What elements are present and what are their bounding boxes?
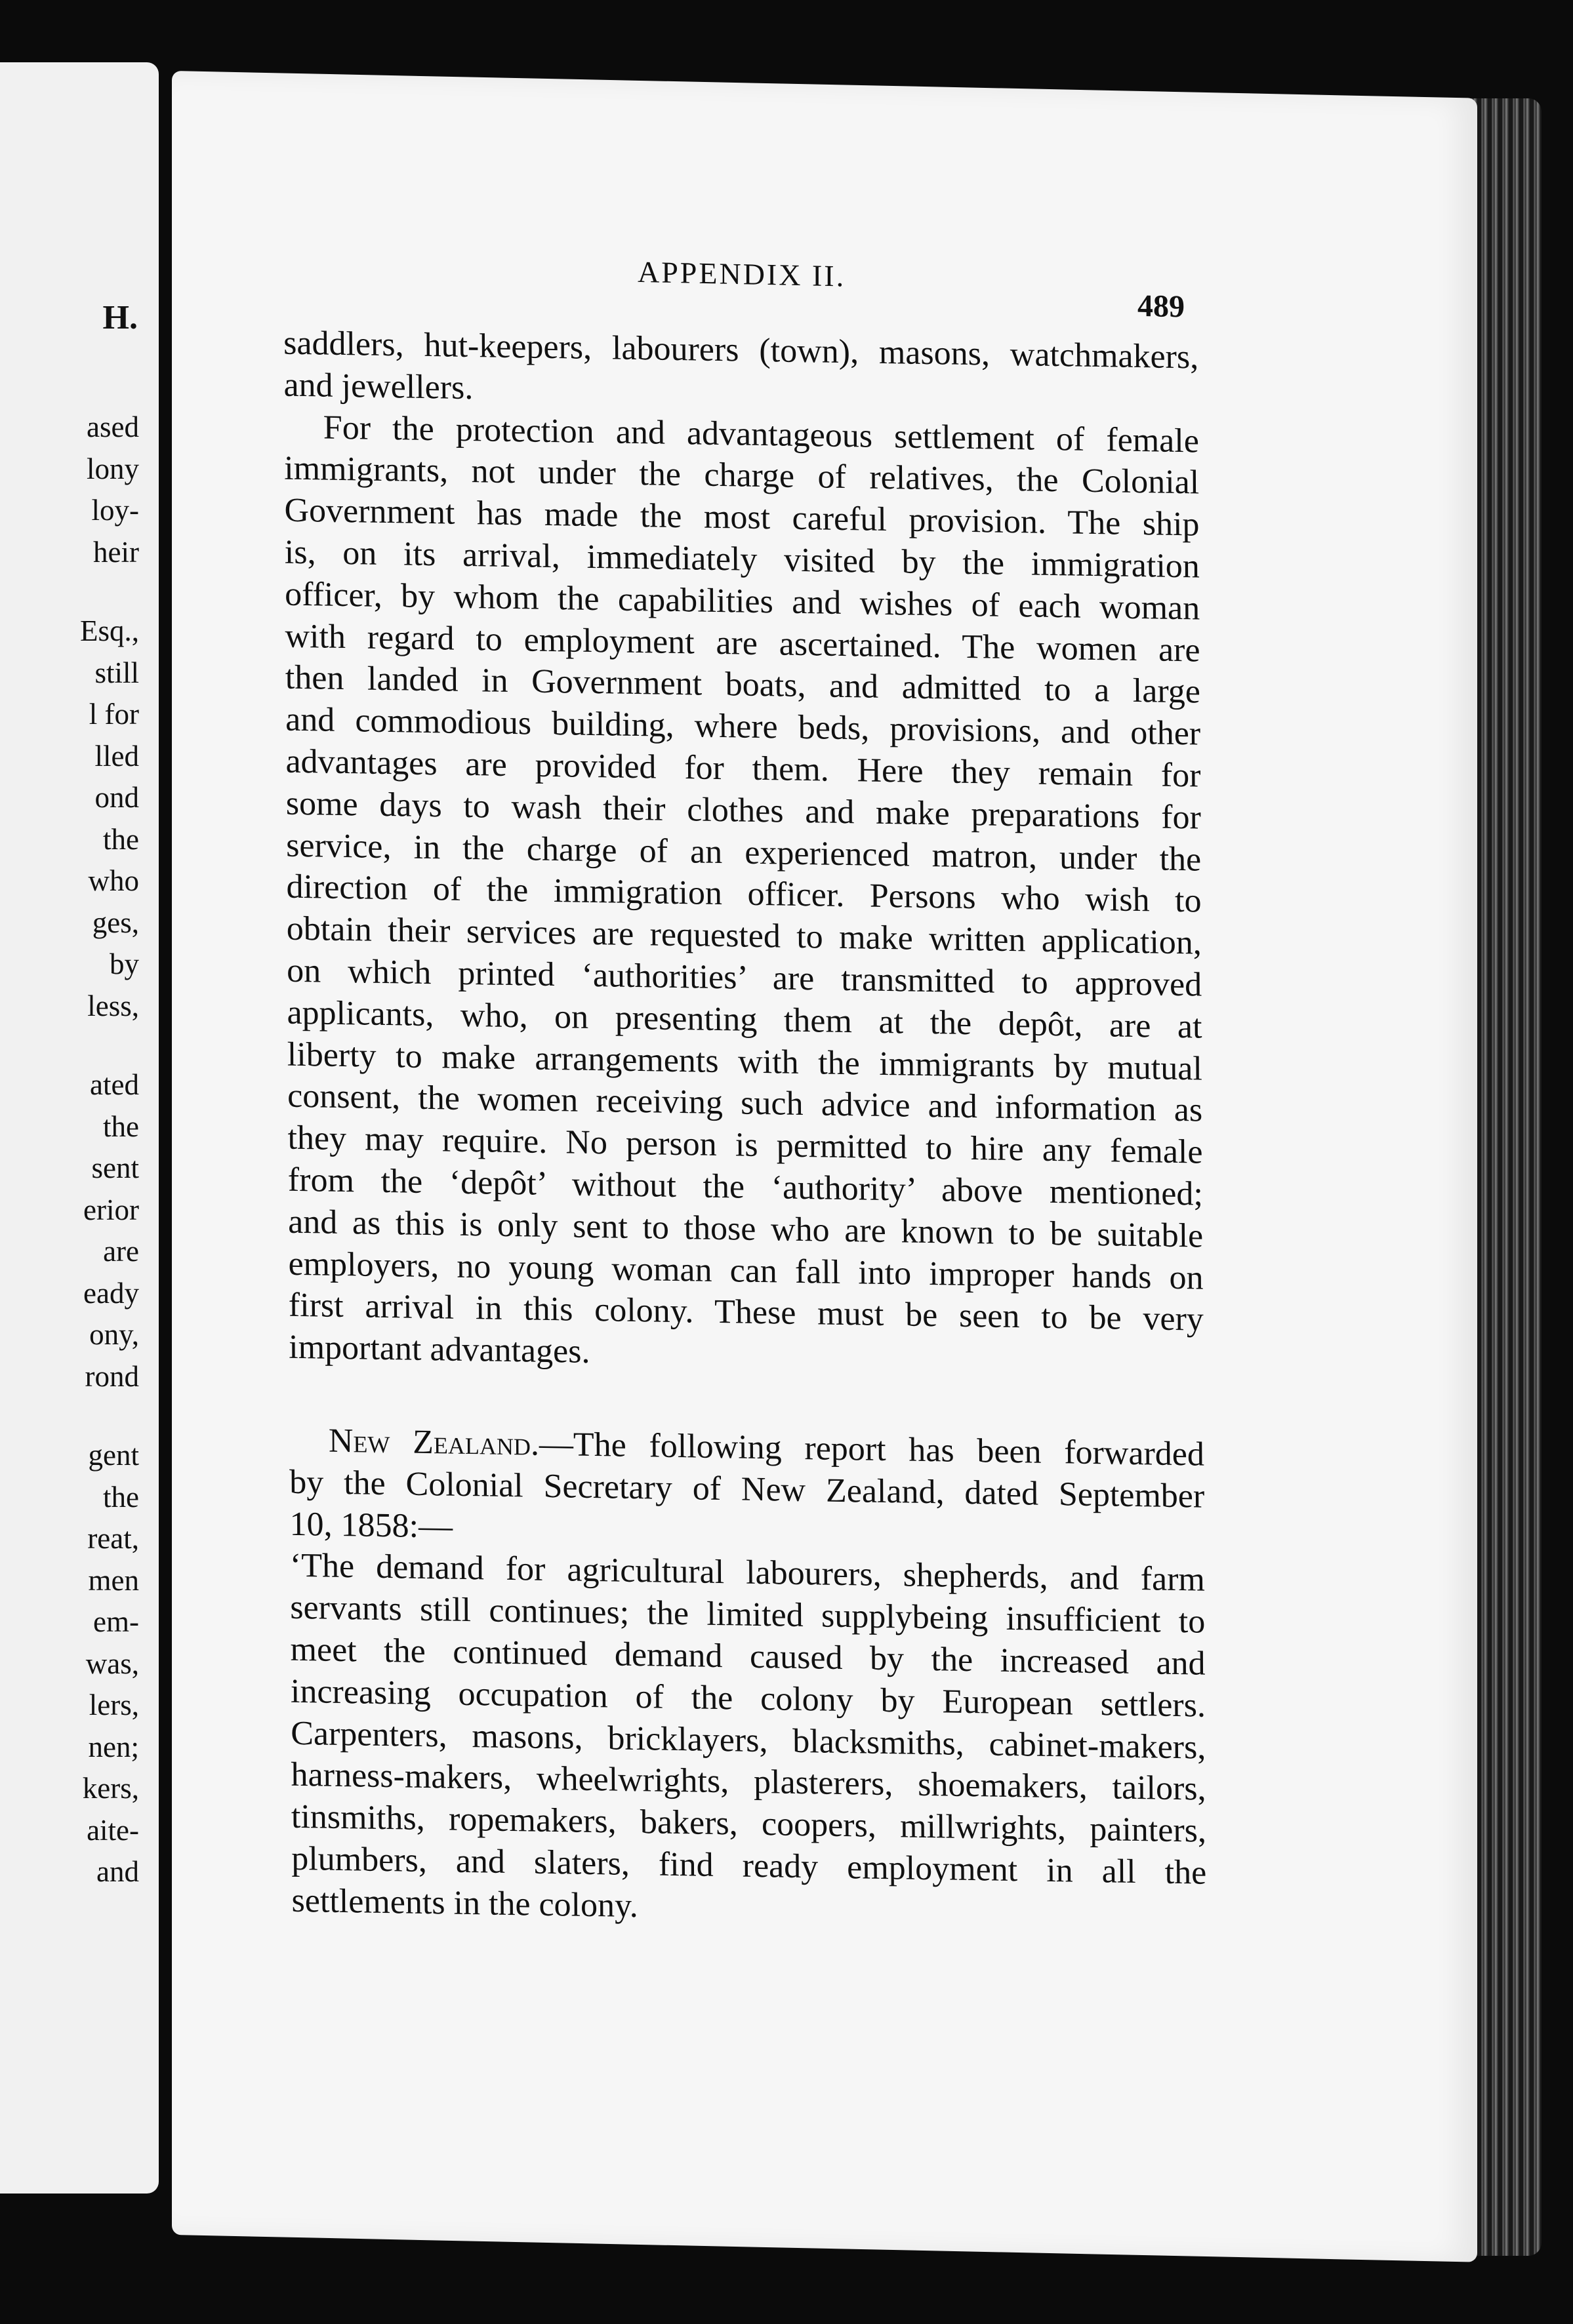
previous-page-line-fragment: ges, bbox=[92, 906, 139, 939]
previous-page-line-fragment: nen; bbox=[88, 1730, 139, 1763]
previous-page-fragment bbox=[0, 62, 159, 2194]
previous-page-line-fragment: ond bbox=[94, 781, 139, 814]
text-line: New Zealand.—The following report has been forwarded bbox=[289, 1420, 1204, 1476]
previous-page-line-fragment: lony bbox=[86, 452, 139, 485]
text-line: immigrants, not under the charge of relatives, the Colonial bbox=[284, 449, 1200, 502]
page-number: 489 bbox=[1137, 288, 1185, 325]
text-line: by the Colonial Secretary of New Zealand, dated September bbox=[289, 1463, 1205, 1515]
text-line: some days to wash their clothes and make preparations for bbox=[285, 784, 1201, 837]
previous-page-line-fragment: reat, bbox=[87, 1522, 139, 1555]
previous-page-line-fragment: ated bbox=[90, 1068, 139, 1102]
previous-page-line-fragment: rond bbox=[85, 1359, 139, 1393]
text-line: first arrival in this colony. These must be seen to be very bbox=[288, 1287, 1204, 1338]
text-line: they may require. No person is permitted to hire any female bbox=[287, 1119, 1203, 1171]
previous-page-heading: H. bbox=[102, 299, 138, 336]
text-line: important advantages. bbox=[289, 1328, 590, 1371]
text-line: and commodious building, where beds, provisions, and other bbox=[285, 700, 1201, 753]
text-line: applicants, who, on presenting them at the depôt, are at bbox=[287, 993, 1202, 1046]
previous-page-line-fragment: are bbox=[103, 1235, 139, 1268]
text-line: and as this is only sent to those who are known to be suitable bbox=[288, 1203, 1204, 1255]
text-line: For the protection and advantageous settlement of female bbox=[323, 409, 1199, 460]
text-line: is, on its arrival, immediately visited by the immigration bbox=[284, 533, 1200, 586]
previous-page-line-fragment: was, bbox=[85, 1647, 139, 1680]
text-line: service, in the charge of an experienced matron, under the bbox=[286, 826, 1202, 879]
text-line: increasing occupation of the colony by European settlers. bbox=[290, 1672, 1206, 1725]
paragraph-report-quote bbox=[290, 1545, 1207, 1936]
previous-page-line-fragment: l for bbox=[89, 698, 139, 731]
previous-page-line-fragment: by bbox=[110, 948, 139, 981]
previous-page-line-fragment: heir bbox=[93, 535, 139, 569]
body-text bbox=[283, 323, 1207, 1936]
text-line: then landed in Government boats, and admitted to a large bbox=[285, 658, 1200, 711]
text-line: ‘The demand for agricultural labourers, shepherds, and farm bbox=[289, 1547, 1206, 1599]
previous-page-line-fragment: aite- bbox=[87, 1813, 139, 1847]
text-line: servants still continues; the limited supplybeing insufficient to bbox=[290, 1588, 1206, 1641]
previous-page-line-fragment: still bbox=[94, 656, 139, 689]
text-line: Government has made the most careful provision. The ship bbox=[284, 491, 1200, 544]
text-line: liberty to make arrangements with the immigrants by mutual bbox=[287, 1035, 1202, 1088]
previous-page-line-fragment: lled bbox=[94, 739, 139, 772]
text-line: obtain their services are requested to make written application, bbox=[286, 910, 1202, 962]
text-line: and jewellers. bbox=[283, 366, 474, 407]
previous-page-line-fragment: lers, bbox=[89, 1689, 139, 1722]
previous-page-line-fragment: sent bbox=[91, 1152, 139, 1185]
previous-page-line-fragment: the bbox=[103, 1480, 139, 1513]
previous-page-line-fragment: men bbox=[88, 1563, 139, 1597]
section-heading-new-zealand: New Zealand. bbox=[328, 1422, 540, 1463]
text-line: consent, the women receiving such advice and information as bbox=[287, 1077, 1203, 1129]
text-line: saddlers, hut-keepers, labourers (town), masons, watchmakers, bbox=[283, 324, 1199, 376]
previous-page-line-fragment: less, bbox=[87, 989, 139, 1022]
paragraph-new-zealand bbox=[289, 1420, 1205, 1559]
previous-page-line-fragment: who bbox=[88, 864, 139, 898]
text-line: officer, by whom the capabilities and wishes of each woman bbox=[285, 575, 1200, 628]
text-line: meet the continued demand caused by the increased and bbox=[290, 1630, 1206, 1683]
text-line: harness-makers, wheelwrights, plasterers, shoemakers, tailors, bbox=[291, 1756, 1206, 1808]
previous-page-line-fragment: the bbox=[103, 1110, 139, 1143]
previous-page-line-fragment: erior bbox=[83, 1193, 139, 1226]
text-line: on which printed ‘authorities’ are transmitted to approved bbox=[287, 952, 1202, 1004]
running-head: APPENDIX II. bbox=[638, 254, 846, 293]
text-line: tinsmiths, ropemakers, bakers, coopers, millwrights, painters, bbox=[291, 1797, 1207, 1850]
paragraph-trades bbox=[283, 323, 1199, 421]
text-line: settlements in the colony. bbox=[291, 1881, 638, 1925]
previous-page-line-fragment: ony, bbox=[89, 1318, 139, 1352]
text-line: with regard to employment are ascertained. The women are bbox=[285, 617, 1200, 670]
previous-page-line-fragment: the bbox=[103, 822, 139, 856]
paragraph-female-immigrants bbox=[284, 406, 1204, 1382]
previous-page-line-fragment: eady bbox=[83, 1276, 139, 1310]
text-line: advantages are provided for them. Here they remain for bbox=[285, 742, 1201, 795]
book-page bbox=[172, 71, 1477, 2262]
text-line: Carpenters, masons, bricklayers, blacksmiths, cabinet-makers, bbox=[291, 1714, 1206, 1767]
previous-page-line-fragment: loy- bbox=[91, 494, 139, 527]
previous-page-line-fragment: em- bbox=[93, 1605, 139, 1639]
text-line: plumbers, and slaters, find ready employment in all the bbox=[291, 1839, 1207, 1892]
previous-page-line-fragment: kers, bbox=[82, 1772, 139, 1805]
text-line: 10, 1858:— bbox=[289, 1505, 453, 1546]
text-line: direction of the immigration officer. Persons who wish to bbox=[286, 868, 1202, 920]
previous-page-line-fragment: and bbox=[96, 1855, 139, 1889]
previous-page-line-fragment: Esq., bbox=[80, 614, 139, 648]
previous-page-line-fragment: ased bbox=[87, 411, 139, 443]
text-line: from the ‘depôt’ without the ‘authority’ above mentioned; bbox=[287, 1161, 1203, 1213]
text-line: employers, no young woman can fall into improper hands on bbox=[288, 1245, 1204, 1297]
previous-page-line-fragment: gent bbox=[88, 1439, 139, 1472]
